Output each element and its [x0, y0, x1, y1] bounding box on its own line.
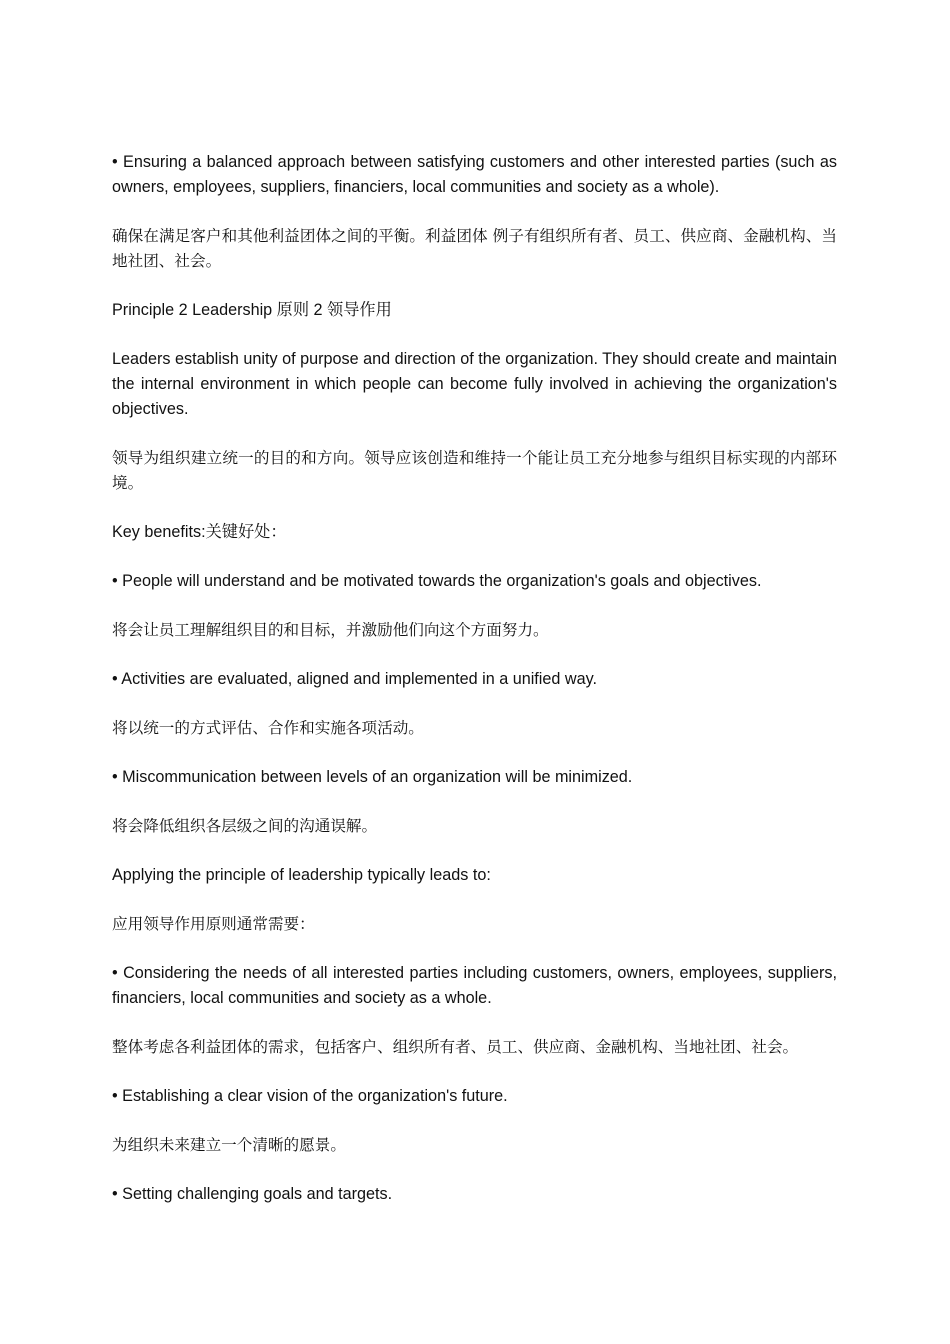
translation-leadership-description: 领导为组织建立统一的目的和方向。领导应该创造和维持一个能让员工充分地参与组织目标实现的内部环境。: [112, 449, 837, 492]
translation-activities-evaluated: 将以统一的方式评估、合作和实施各项活动。: [112, 719, 424, 737]
key-benefits-heading: Key benefits:关键好处：: [112, 523, 287, 541]
bullet-challenging-goals: • Setting challenging goals and targets.: [112, 1185, 393, 1203]
translation-miscommunication: 将会降低组织各层级之间的沟通误解。: [112, 817, 378, 835]
document-body: [112, 150, 837, 1231]
translation-balanced-approach: 确保在满足客户和其他利益团体之间的平衡。利益团体 例子有组织所有者、员工、供应商、金融机构、当地社团、社会。: [112, 227, 837, 270]
bullet-miscommunication: • Miscommunication between levels of an organization will be minimized.: [112, 768, 633, 786]
translation-considering-needs: 整体考虑各利益团体的需求，包括客户、组织所有者、员工、供应商、金融机构、当地社团、社会。: [112, 1038, 799, 1056]
leadership-description: Leaders establish unity of purpose and direction of the organization. They should create and maintain the internal environment in which people can become fully involved in achieving the organization's objectives.: [112, 350, 838, 418]
bullet-balanced-approach: • Ensuring a balanced approach between satisfying customers and other interested parties (such as owners, employees, suppliers, financiers, local communities and society as a whole).: [112, 153, 837, 196]
bullet-activities-evaluated: • Activities are evaluated, aligned and implemented in a unified way.: [112, 670, 597, 688]
bullet-people-understand: • People will understand and be motivated towards the organization's goals and objectives.: [112, 572, 762, 590]
applying-principle-heading: Applying the principle of leadership typically leads to:: [112, 866, 491, 884]
translation-people-understand: 将会让员工理解组织目的和目标，并激励他们向这个方面努力。: [112, 621, 549, 639]
section-heading-principle-2: Principle 2 Leadership 原则 2 领导作用: [112, 301, 392, 319]
bullet-clear-vision: • Establishing a clear vision of the organization's future.: [112, 1087, 508, 1105]
translation-clear-vision: 为组织未来建立一个清晰的愿景。: [112, 1136, 346, 1154]
bullet-considering-needs: • Considering the needs of all interested parties including customers, owners, employees, suppliers, financiers, local communities and society as a whole.: [112, 964, 837, 1007]
translation-applying-principle: 应用领导作用原则通常需要：: [112, 915, 315, 933]
